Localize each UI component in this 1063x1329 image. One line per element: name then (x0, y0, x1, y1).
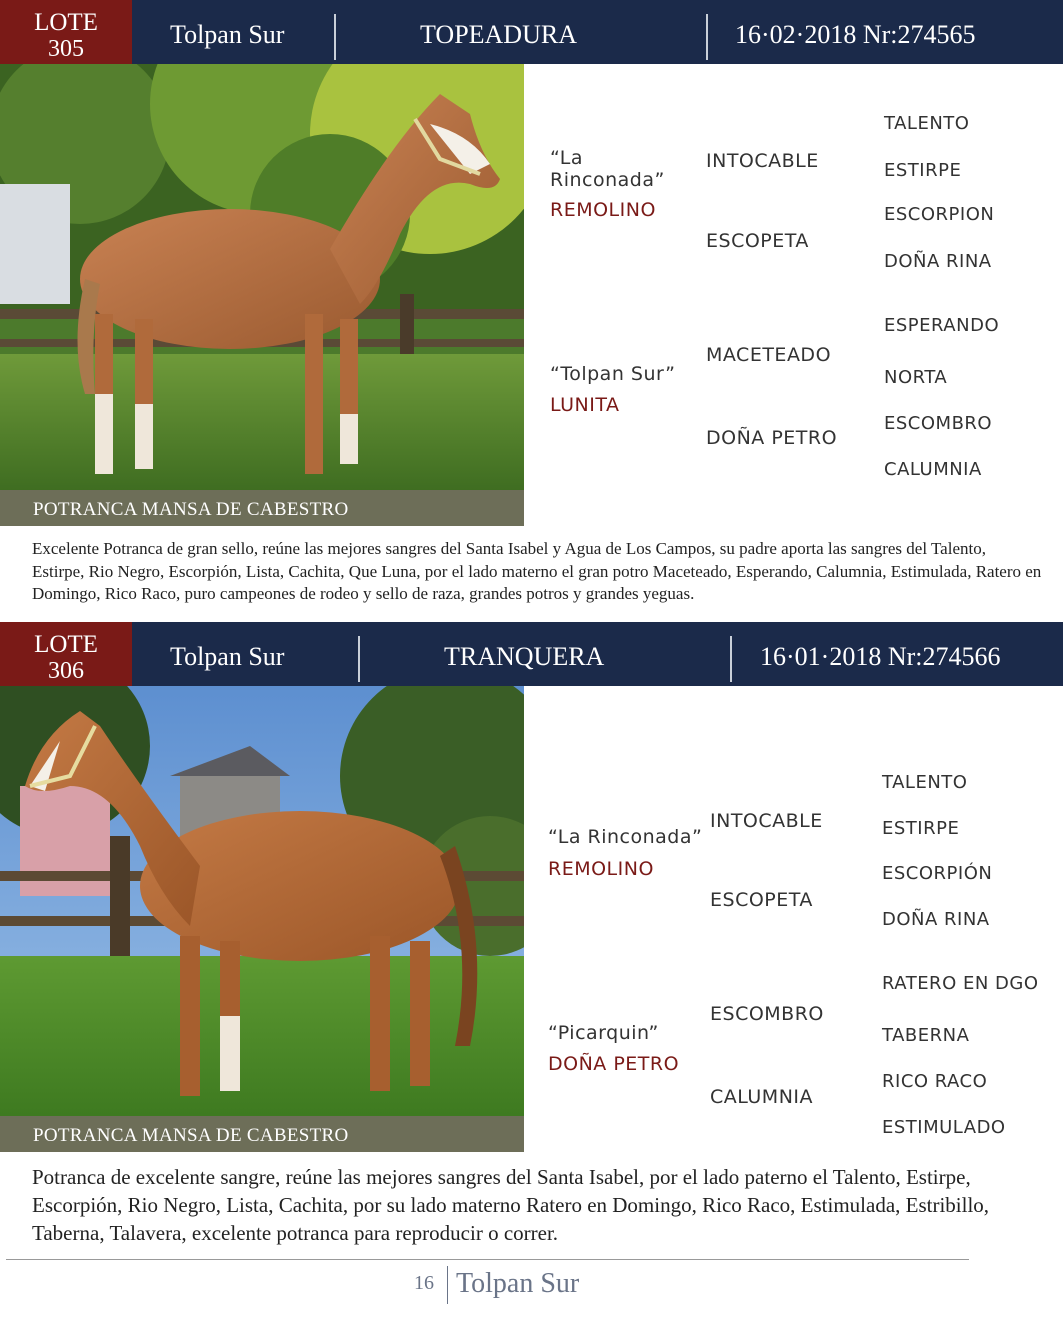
great-grandparent: ESCORPIÓN (882, 863, 993, 884)
header-divider (334, 14, 336, 60)
horse-name: TOPEADURA (420, 20, 577, 49)
grandsire-maternal: ESCOMBRO (710, 1003, 824, 1025)
horse-photo (0, 64, 524, 490)
footer-title: Tolpan Sur (456, 1268, 580, 1299)
birth-date-registry: 16·02·2018 Nr:274565 (735, 20, 976, 49)
great-grandparent: NORTA (884, 367, 948, 388)
great-grandparent: TABERNA (882, 1025, 970, 1046)
dam-name: DOÑA PETRO (548, 1053, 680, 1075)
great-grandparent: TALENTO (884, 113, 970, 134)
footer-rule (6, 1259, 969, 1260)
great-grandparent: ESPERANDO (884, 315, 1000, 336)
granddam-paternal: ESCOPETA (710, 889, 813, 911)
header-divider (730, 636, 732, 682)
page-number: 16 (414, 1272, 434, 1294)
breeder-name: Tolpan Sur (170, 20, 285, 49)
horse-photo (0, 686, 524, 1116)
lote-number: 306 (48, 658, 84, 684)
lot-305-header (0, 0, 1063, 64)
horse-name: TRANQUERA (444, 642, 605, 671)
great-grandparent: ESTIRPE (884, 160, 962, 181)
granddam-paternal: ESCOPETA (706, 230, 809, 252)
great-grandparent: TALENTO (882, 772, 968, 793)
dam-origin: “Picarquin” (548, 1022, 659, 1044)
lot-306-header (0, 622, 1063, 686)
great-grandparent: CALUMNIA (884, 459, 982, 480)
lot-number-box (0, 0, 132, 64)
granddam-maternal: CALUMNIA (710, 1086, 814, 1108)
sire-name: REMOLINO (548, 858, 654, 880)
header-divider (358, 636, 360, 682)
grandsire-maternal: MACETEADO (706, 344, 832, 366)
lote-label: LOTE (34, 631, 98, 658)
granddam-maternal: DOÑA PETRO (706, 427, 838, 449)
lot-description: Potranca de excelente sangre, reúne las mejores sangres del Santa Isabel, por el lado paterno el Talento, Estirpe, Escorpión, Rio Negro, Lista, Cachita, por su lado materno Ratero en Domingo, Rico Raco, Estimulada, Estribillo, Taberna, Talavera, excelente potranca para reproducir o correr. (32, 1165, 990, 1245)
footer-divider (447, 1266, 448, 1304)
birth-date-registry: 16·01·2018 Nr:274566 (760, 642, 1001, 671)
lot-description: Excelente Potranca de gran sello, reúne las mejores sangres del Santa Isabel y Agua de Los Campos, su padre aporta las sangres del Talento, Estirpe, Rio Negro, Escorpión, Lista, Cachita, Que Luna, por el lado materno el gran potro Maceteado, Esperando, Calumnia, Estimulada, Ratero en Domingo, Rico Raco, puro campeones de rodeo y sello de raza, grandes potros y grandes yeguas. (32, 539, 1042, 603)
header-divider (706, 14, 708, 60)
great-grandparent: RATERO EN DGO (882, 973, 1039, 994)
sire-name: REMOLINO (550, 199, 656, 221)
great-grandparent: ESTIMULADO (882, 1117, 1006, 1138)
grandsire-paternal: INTOCABLE (710, 810, 823, 832)
lot-number-box (0, 622, 132, 686)
grandsire-paternal: INTOCABLE (706, 150, 819, 172)
lote-number: 305 (48, 36, 84, 62)
great-grandparent: RICO RACO (882, 1071, 988, 1092)
great-grandparent: ESCORPION (884, 204, 995, 225)
sire-origin: “La Rinconada” (550, 147, 665, 191)
great-grandparent: DOÑA RINA (884, 251, 992, 272)
breeder-name: Tolpan Sur (170, 642, 285, 671)
photo-caption: POTRANCA MANSA DE CABESTRO (0, 1116, 524, 1152)
dam-origin: “Tolpan Sur” (550, 363, 676, 385)
great-grandparent: DOÑA RINA (882, 909, 990, 930)
sire-origin: “La Rinconada” (548, 826, 703, 848)
dam-name: LUNITA (550, 394, 620, 416)
lote-label: LOTE (34, 9, 98, 36)
great-grandparent: ESCOMBRO (884, 413, 993, 434)
photo-caption: POTRANCA MANSA DE CABESTRO (0, 490, 524, 526)
great-grandparent: ESTIRPE (882, 818, 960, 839)
